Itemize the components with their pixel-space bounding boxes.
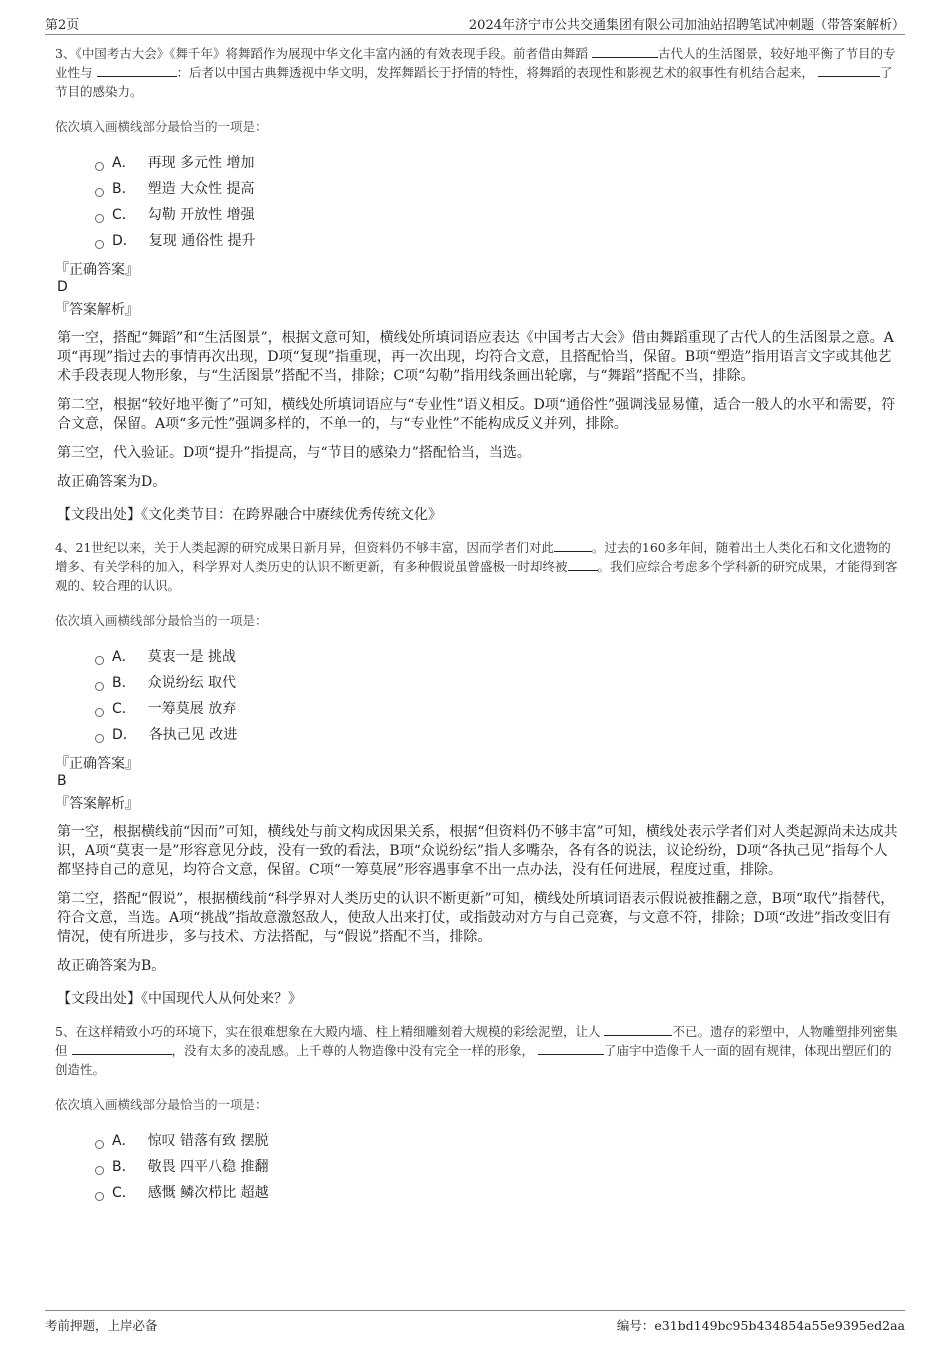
- fill-blank: [97, 64, 177, 77]
- correct-answer-label: 『正确答案』: [55, 756, 139, 772]
- question-instruction: 依次填入画横线部分最恰当的一项是：: [55, 613, 268, 628]
- radio-icon[interactable]: [95, 656, 104, 665]
- page-footer: [45, 1310, 905, 1335]
- option-list: [95, 643, 900, 747]
- option-c[interactable]: C． 感慨 鳞次栉比 超越: [95, 1179, 900, 1205]
- fill-blank: [604, 1023, 672, 1036]
- correct-answer: D: [57, 279, 68, 295]
- fill-blank: [818, 64, 880, 77]
- option-b[interactable]: B． 敬畏 四平八稳 推翻: [95, 1153, 900, 1179]
- radio-icon[interactable]: [95, 734, 104, 743]
- option-b[interactable]: B． 众说纷纭 取代: [95, 669, 900, 695]
- question-stem: 4、21世纪以来，关于人类起源的研究成果日新月异，但资料仍不够丰富，因而学者们对此 。过去的160多年间，随着出土人类化石和文化遗物的增多、有关学科的加入，科学界对人类历史的认识不断更新，有多种假说虽曾盛极一时却终被 。我们应综合考虑多个学科新的研究成果，才能得到客观的、较合理的认识。: [55, 540, 898, 593]
- option-c[interactable]: C． 一筹莫展 放弃: [95, 695, 900, 721]
- question-3: [55, 44, 900, 524]
- option-list: [95, 149, 900, 253]
- radio-icon[interactable]: [95, 162, 104, 171]
- analysis-paragraph: 第二空，根据“较好地平衡了”可知，横线处所填词语应与“专业性”语义相反。D项“通俗性”强调浅显易懂，适合一般人的水平和需要，符合文意，保留。A项“多元性”强调多样的，不单一的，与“专业性”不能构成反义并列，排除。: [57, 397, 896, 432]
- passage-source: 【文段出处】《中国现代人从何处来？》: [57, 991, 302, 1007]
- correct-answer: B: [57, 773, 67, 789]
- radio-icon[interactable]: [95, 1166, 104, 1175]
- option-a[interactable]: A． 再现 多元性 增加: [95, 149, 900, 175]
- option-d[interactable]: D． 各执己见 改进: [95, 721, 900, 747]
- analysis-paragraph: 第一空，搭配“舞蹈”和“生活图景”，根据文意可知，横线处所填词语应表达《中国考古大会》借由舞蹈重现了古代人的生活图景之意。A项“再现”指过去的事情再次出现，D项“复现”指重现，再一次出现，均符合文意，且搭配恰当，保留。B项“塑造”指用语言文字或其他艺术手段表现人物形象，与“生活图景”搭配不当，排除；C项“勾勒”指用线条画出轮廓，与“舞蹈”搭配不当，排除。: [57, 330, 894, 384]
- analysis-label: 『答案解析』: [55, 796, 139, 812]
- document-id: 编号：e31bd149bc95b434854a55e9395ed2aa: [616, 1318, 905, 1333]
- option-a[interactable]: A． 莫衷一是 挑战: [95, 643, 900, 669]
- radio-icon[interactable]: [95, 1192, 104, 1201]
- fill-blank: [538, 1042, 604, 1055]
- question-instruction: 依次填入画横线部分最恰当的一项是：: [55, 119, 268, 134]
- document-body: [55, 44, 900, 1205]
- radio-icon[interactable]: [95, 214, 104, 223]
- question-stem: 3、《中国考古大会》《舞千年》将舞蹈作为展现中华文化丰富内涵的有效表现手段。前者借由舞蹈 古代人的生活图景，较好地平衡了节目的专业性与 ：后者以中国古典舞透视中华文明，发挥舞蹈长于抒情的特性，将舞蹈的表现性和影视艺术的叙事性有机结合起来， 了节目的感染力。: [55, 46, 896, 99]
- radio-icon[interactable]: [95, 1140, 104, 1149]
- fill-blank: [568, 558, 598, 571]
- question-instruction: 依次填入画横线部分最恰当的一项是：: [55, 1097, 268, 1112]
- radio-icon[interactable]: [95, 682, 104, 691]
- question-4: [55, 538, 900, 1008]
- option-list: [95, 1127, 900, 1205]
- analysis-paragraph: 第二空，搭配“假说”，根据横线前“科学界对人类历史的认识不断更新”可知，横线处所填词语表示假说被推翻之意，B项“取代”指替代，符合文意，当选。A项“挑战”指故意激怒敌人，使敌人出来打仗，或指鼓动对方与自己竞赛，与文意不符，排除；D项“改进”指改变旧有情况，使有所进步，多与技术、方法搭配，与“假说”搭配不当，排除。: [57, 891, 895, 945]
- analysis-conclusion: 故正确答案为B。: [57, 958, 166, 974]
- fill-blank: [72, 1042, 172, 1055]
- correct-answer-label: 『正确答案』: [55, 262, 139, 278]
- analysis-conclusion: 故正确答案为D。: [57, 474, 167, 490]
- footer-slogan: 考前押题，上岸必备: [45, 1318, 158, 1333]
- analysis-label: 『答案解析』: [55, 302, 139, 318]
- page-number: 第2页: [45, 18, 80, 33]
- radio-icon[interactable]: [95, 708, 104, 717]
- option-b[interactable]: B． 塑造 大众性 提高: [95, 175, 900, 201]
- option-c[interactable]: C． 勾勒 开放性 增强: [95, 201, 900, 227]
- question-5: [55, 1022, 900, 1205]
- fill-blank: [554, 539, 592, 552]
- passage-source: 【文段出处】《文化类节目：在跨界融合中赓续优秀传统文化》: [57, 507, 442, 523]
- option-a[interactable]: A． 惊叹 错落有致 摆脱: [95, 1127, 900, 1153]
- page-header: [45, 12, 905, 35]
- fill-blank: [592, 45, 658, 58]
- analysis-paragraph: 第三空，代入验证。D项“提升”指提高，与“节目的感染力”搭配恰当，当选。: [57, 445, 531, 461]
- document-title: 2024年济宁市公共交通集团有限公司加油站招聘笔试冲刺题（带答案解析）: [468, 18, 905, 33]
- analysis-paragraph: 第一空，根据横线前“因而”可知，横线处与前文构成因果关系，根据“但资料仍不够丰富”可知，横线处表示学者们对人类起源尚未达成共识，A项“莫衷一是”形容意见分歧，没有一致的看法，B项“众说纷纭”指人多嘴杂，各有各的说法，议论纷纷，D项“各执己见”指每个人都坚持自己的意见，均符合文意，保留。C项“一筹莫展”形容遇事拿不出一点办法，没有任何进展，程度过重，排除。: [57, 824, 898, 878]
- radio-icon[interactable]: [95, 240, 104, 249]
- question-stem: 5、在这样精致小巧的环境下，实在很难想象在大殿内墙、柱上精细雕刻着大规模的彩绘泥塑，让人 不已。遗存的彩塑中，人物雕塑排列密集但 ，没有太多的凌乱感。上千尊的人物造像中没有完全一样的形象， 了庙宇中造像千人一面的固有规律，体现出塑匠们的创造性。: [55, 1024, 898, 1077]
- radio-icon[interactable]: [95, 188, 104, 197]
- option-d[interactable]: D． 复现 通俗性 提升: [95, 227, 900, 253]
